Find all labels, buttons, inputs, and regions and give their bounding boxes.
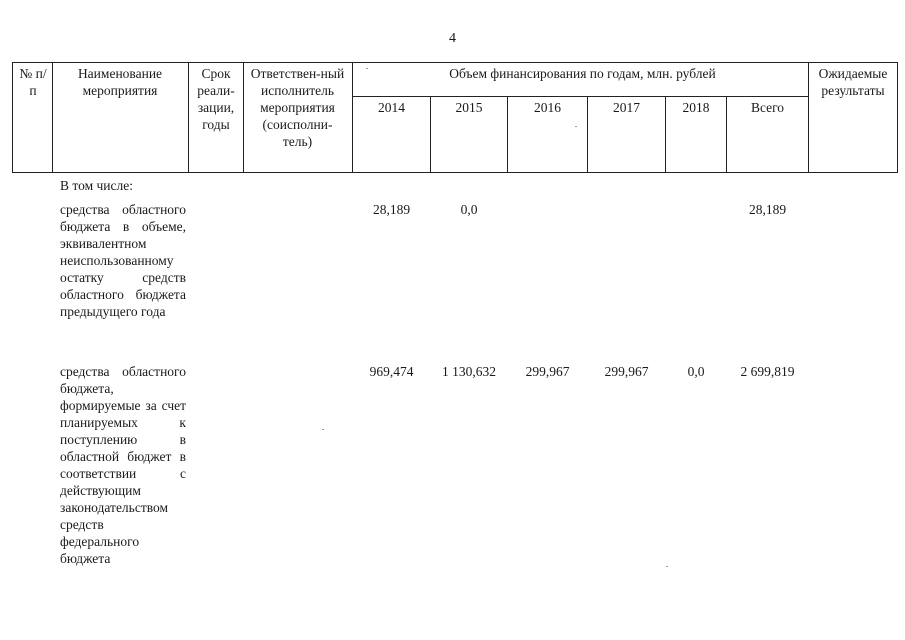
column-divider: [352, 62, 353, 173]
header-total: Всего: [750, 100, 785, 115]
header-col-name: Наименование мероприятия: [77, 66, 163, 98]
header-col-result: Ожидаемые результаты: [818, 66, 888, 98]
scan-speck: [575, 126, 577, 127]
header-col-funding: Объем финансирования по годам, млн. рублей: [449, 66, 716, 81]
table-header-bottom-border: [12, 172, 898, 173]
row-label-unused-balance: средства областного бюджета в объеме, эквивалентном неиспользованному остатку средств областного бюджета предыдущего года: [60, 202, 186, 319]
header-year-2016: 2016: [534, 100, 561, 115]
row-label-federal-funds: средства областного бюджета, формируемые за счет планируемых к поступлению в областной бюджет в соответствии с действующим законодательством средств федерального бюджета: [60, 364, 186, 566]
header-col-number: № п/п: [19, 66, 47, 98]
row-value-federal-2017: 299,967: [604, 364, 649, 379]
row-value-federal-total: 2 699,819: [740, 364, 795, 379]
scan-speck: [322, 429, 324, 430]
header-year-2015: 2015: [455, 100, 483, 115]
table-header-year-border: [352, 96, 809, 97]
table-right-border: [897, 62, 898, 173]
row-value-federal-2015: 1 130,632: [442, 364, 496, 379]
row-value-federal-2018: 0,0: [687, 364, 705, 379]
row-value-federal-2016: 299,967: [525, 364, 570, 379]
row-value-unused-total: 28,189: [748, 202, 787, 217]
table-header-top-border: [12, 62, 898, 63]
scan-speck: [666, 566, 668, 567]
column-divider: [243, 62, 244, 173]
column-divider: [808, 62, 809, 173]
header-year-2014: 2014: [378, 100, 405, 115]
row-value-unused-2015: 0,0: [460, 202, 478, 217]
column-divider: [188, 62, 189, 173]
row-label-including: В том числе:: [60, 178, 133, 193]
header-col-term: Срок реали-зации, годы: [197, 66, 235, 132]
table-left-border: [12, 62, 13, 173]
header-year-2017: 2017: [613, 100, 640, 115]
column-divider: [52, 62, 53, 173]
row-value-federal-2014: 969,474: [369, 364, 414, 379]
header-year-2018: 2018: [682, 100, 710, 115]
row-value-unused-2014: 28,189: [372, 202, 411, 217]
header-col-responsible: Ответствен-ный исполнитель мероприятия (соисполни-тель): [250, 66, 345, 149]
page-number: 4: [449, 31, 456, 46]
scan-speck: [366, 68, 368, 69]
